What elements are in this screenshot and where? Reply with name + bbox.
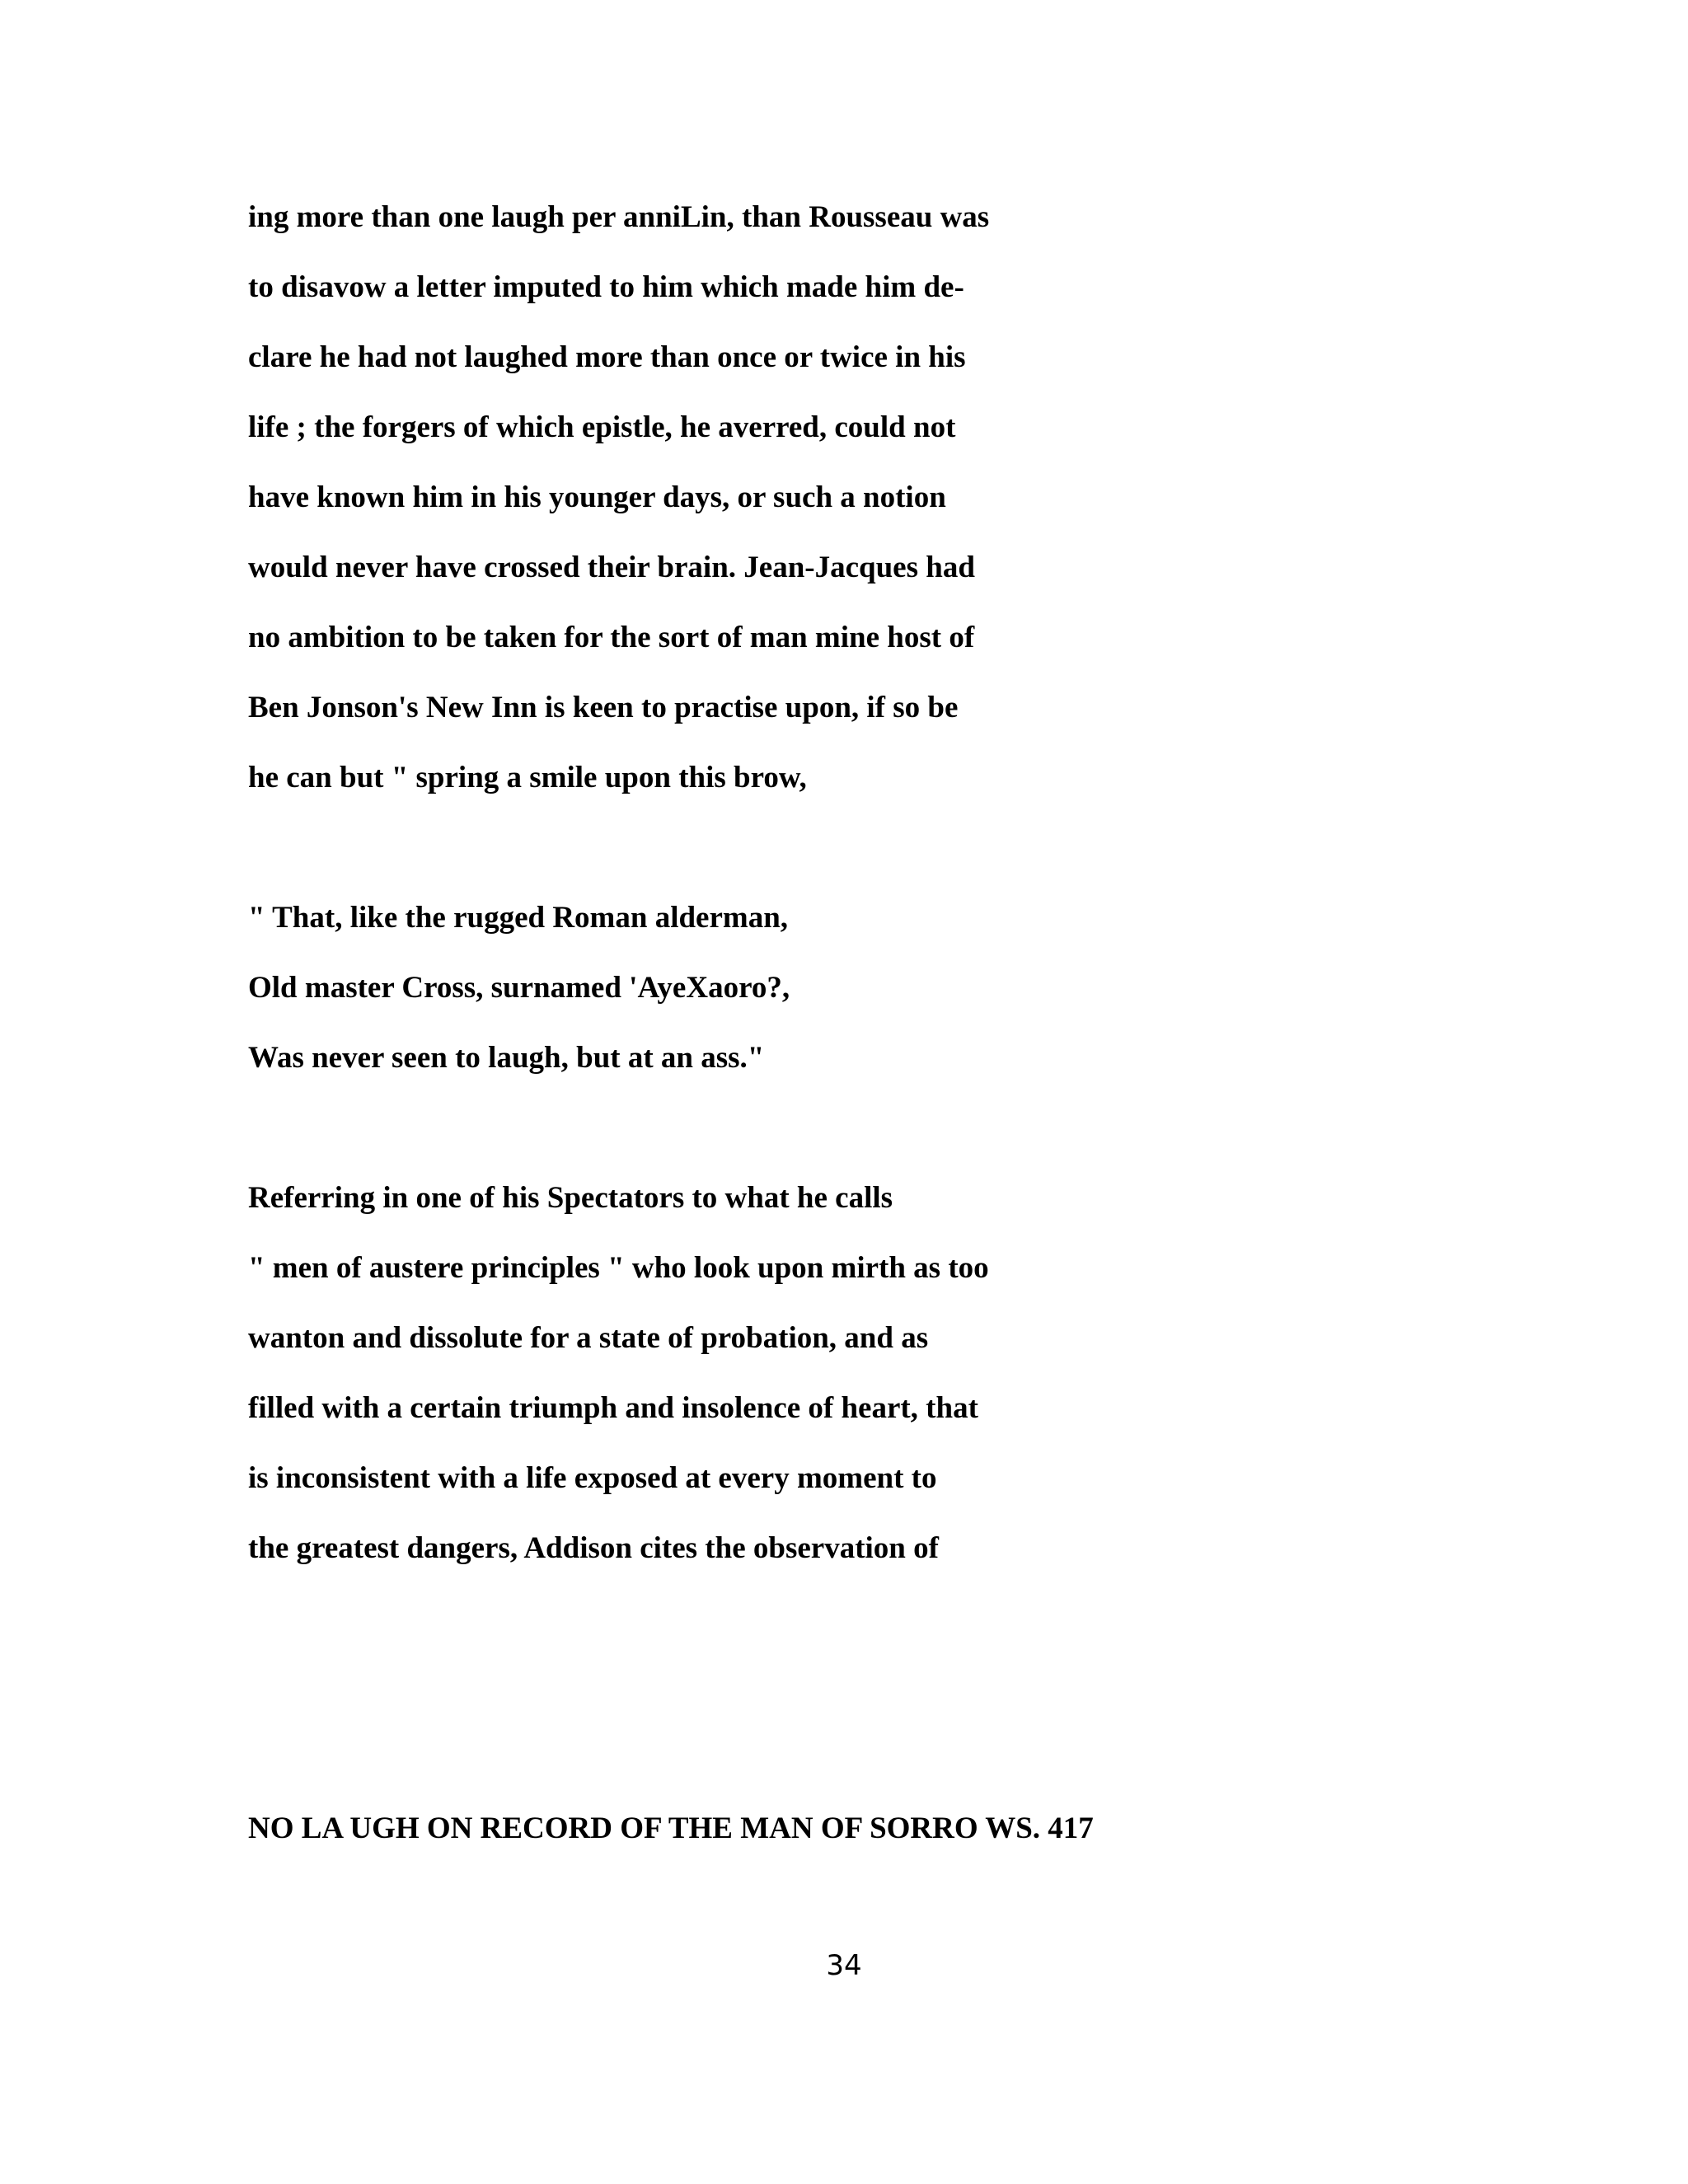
text-line: filled with a certain triumph and insolence of heart, that xyxy=(248,1391,978,1425)
text-line: Referring in one of his Spectators to what he calls xyxy=(248,1181,893,1215)
text-line: to disavow a letter imputed to him which made him de- xyxy=(248,270,964,304)
text-line: Ben Jonson's New Inn is keen to practise upon, if so be xyxy=(248,691,959,724)
text-line: have known him in his younger days, or such a notion xyxy=(248,480,946,514)
text-line: wanton and dissolute for a state of probation, and as xyxy=(248,1321,929,1355)
text-line: the greatest dangers, Addison cites the observation of xyxy=(248,1531,939,1565)
text-line: " men of austere principles " who look upon mirth as too xyxy=(248,1251,989,1285)
text-line: no ambition to be taken for the sort of man mine host of xyxy=(248,621,975,654)
page-number: 34 xyxy=(826,1949,862,1982)
text-line: he can but " spring a smile upon this brow, xyxy=(248,761,807,794)
text-line: is inconsistent with a life exposed at every moment to xyxy=(248,1461,937,1495)
text-line: clare he had not laughed more than once or twice in his xyxy=(248,340,966,374)
quote-line: " That, like the rugged Roman alderman, xyxy=(248,901,789,935)
text-line: ing more than one laugh per anniLin, than Rousseau was xyxy=(248,200,990,234)
text-line: would never have crossed their brain. Jean-Jacques had xyxy=(248,551,975,584)
quote-line: Was never seen to laugh, but at an ass." xyxy=(248,1041,765,1075)
text-line: life ; the forgers of which epistle, he averred, could not xyxy=(248,410,956,444)
quote-line: Old master Cross, surnamed 'AyeXaoro?, xyxy=(248,971,790,1005)
running-header: NO LA UGH ON RECORD OF THE MAN OF SORRO WS. 417 xyxy=(248,1811,1094,1845)
